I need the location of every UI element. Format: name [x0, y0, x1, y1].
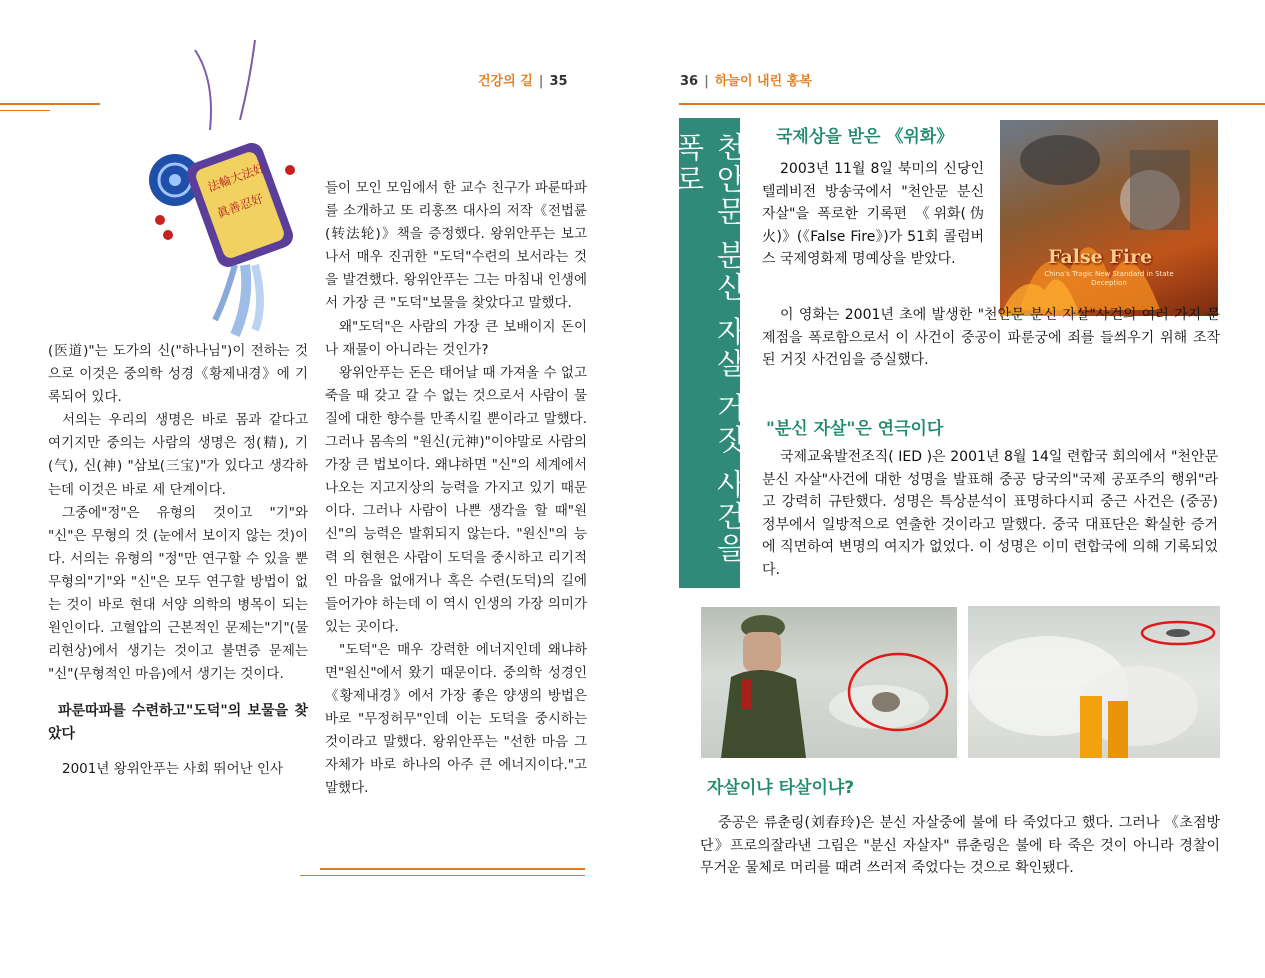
right-page-header: 36 | 하늘이 내린 홍복 — [680, 74, 812, 89]
subheading: 파룬따파를 수련하고"도덕"의 보물을 찾았다 — [48, 703, 308, 743]
paragraph: 이 영화는 2001년 초에 발생한 "천안문 분신 자살"사건의 여러 가지 문제점을 폭로함으로서 이 사건이 중공이 파룬궁에 죄를 들씌우기 위해 조작된 거짓 사건임을 증실했다. — [762, 307, 1220, 368]
left-column-2 — [325, 177, 587, 801]
vertical-title: 천안문 분신 자살 거짓 사건을 폭로 — [671, 132, 747, 565]
paragraph: "도덕"은 매우 강력한 에너지인데 왜냐하면"원신"에서 왔기 때문이다. 중의학 성경인《황제내경》에서 가장 좋은 양생의 방법은 바로 "무정허무"인데 이는 도덕을 중시하는 것이라고 말했다. 왕위안푸는 "선한 마음 그 자체가 바로 하나의 아주 큰 에너지이다."고 말했다. — [325, 641, 587, 797]
ornament-text-1: 法輪大法好 — [205, 160, 268, 195]
video-still-smoke — [968, 606, 1220, 758]
paragraph: 서의는 우리의 생명은 바로 몸과 같다고 여기지만 중의는 사람의 생명은 정(精), 기(气), 신(神) "삼보(三宝)"가 있다고 생각하는데 이것은 바로 세 단계이다. — [48, 412, 308, 498]
paragraph: 국제교육발전조직( IED )은 2001년 8월 14일 련합국 회의에서 "천안문 분신 자살"사건에 대한 성명을 발표해 중공 당국의"국제 공포주의 행위"라고 강력히 규탄했다. 성명은 특상분석이 표명하다시피 중근 사건은 (중공) 정부에서 일방적으로 연출한 것이라고 말했다. 중국 대표단은 확실한 증거에 직면하여 변명의 여지가 없었다. 이 성명은 이미 련합국에 의해 기록되었다. — [762, 449, 1218, 578]
bottom-left-rule-2 — [300, 875, 585, 876]
poster-subtitle: China's Tragic New Standard in State Deception — [1044, 270, 1174, 287]
section-award-text-a — [762, 158, 984, 271]
left-page — [0, 0, 620, 978]
false-fire-poster — [1000, 120, 1218, 316]
paragraph: 들이 모인 모임에서 한 교수 친구가 파룬따파를 소개하고 또 리훙쯔 대사의 저작《전법륜(转法轮)》책을 증정했다. 왕위안푸는 보고 나서 매우 진귀한 "도덕"수련의 보서라는 것을 발견했다. 왕위안푸는 그는 마침내 인생에서 가장 큰 "도덕"보물을 찾았다고 말했다. — [325, 180, 587, 312]
section-title-staged: "분신 자살"은 연극이다 — [766, 419, 944, 439]
paragraph: 중공은 류춘링(刘春玲)은 분신 자살중에 불에 타 죽었다고 했다. 그러나 《초점방단》프로의잘라낸 그림은 "분신 자살자" 류춘링은 불에 타 죽은 것이 아니라 경찰이 무거운 물체로 머리를 때려 쓰러져 죽었다는 것으로 확인됐다. — [700, 815, 1220, 876]
right-page-number: 36 — [680, 74, 699, 89]
paragraph: (医道)"는 도가의 신("하나님")이 전하는 것으로 이것은 중의학 성경《황제내경》에 기록되어 있다. — [48, 343, 308, 406]
section-staged-text — [762, 446, 1218, 581]
soldier-scene — [701, 607, 957, 758]
paragraph: 2003년 11월 8일 북미의 신당인 텔레비전 방송국에서 "천안문 분신 자살"을 폭로한 기록편 《위화(伪火)》(《False Fire》)가 51회 콜럼버스 국제영화제 명예상을 받았다. — [762, 161, 984, 267]
ornament-text-2: 眞善忍好 — [215, 191, 266, 221]
left-column-1 — [48, 340, 308, 782]
video-still-soldier — [701, 607, 957, 758]
section-title-suicide-or-homicide: 자살이냐 타살이냐? — [707, 778, 855, 798]
paragraph: 그중에"정"은 유형의 것이고 "기"와 "신"은 무형의 것 (눈에서 보이지 않는 것)이다. 서의는 유형의 "정"만 연구할 수 있을 뿐 무형의"기"와 "신"은 모두 연구할 방법이 없는 것이 바로 현대 서양 의학의 병목이 되는 원인이다. 고혈압의 근본적인 문제는"기"(물리현상)에서 생기는 것이고 불면증 문제는 "신"(무형적인 마음)에서 생기는 것이다. — [48, 504, 308, 683]
section-award-text-b — [762, 304, 1220, 372]
paragraph: 왕위안푸는 돈은 태어날 때 가져올 수 없고 죽을 때 갖고 갈 수 없는 것으로서 사람이 물질에 대한 향수를 만족시킬 뿐이라고 말했다. 그러나 몸속의 "원신(元神)"이야말로 사람의 가장 큰 법보이다. 왜냐하면 "신"의 세계에서 나오는 지고지상의 능력을 가지고 있기 때문이다. 그러나 사람이 나쁜 생각을 할 때"원신"의 능력은 발휘되지 않는다. "원신"의 능력 의 현현은 사람이 도덕을 중시하고 리기적인 마음을 없애거나 혹은 수련(도덕)의 길에 들어가야 하는데 이 역시 인생의 가장 의미가 있는 곳이다. — [325, 364, 587, 635]
section-title-award: 국제상을 받은 《위화》 — [776, 127, 954, 147]
top-left-rule — [0, 103, 100, 105]
paragraph: 2001년 왕위안푸는 사회 뛰어난 인사 — [62, 761, 284, 778]
bottom-left-rule — [320, 868, 585, 870]
section-homicide-text — [700, 812, 1220, 880]
left-page-number: 35 — [549, 74, 568, 89]
right-header-section: 하늘이 내린 홍복 — [714, 74, 812, 89]
left-page-header: 건강의 길 | 35 — [478, 74, 568, 89]
tassel-ornament-illustration — [140, 40, 310, 340]
smoke-scene — [968, 606, 1220, 758]
paragraph: 왜"도덕"은 사람의 가장 큰 보배이지 돈이나 재물이 아니라는 것인가? — [325, 318, 587, 358]
top-left-rule-2 — [0, 110, 50, 111]
top-right-rule — [679, 103, 1265, 105]
left-header-section: 건강의 길 — [478, 74, 533, 89]
poster-title: False Fire — [1048, 246, 1153, 268]
vertical-title-banner — [671, 118, 747, 588]
